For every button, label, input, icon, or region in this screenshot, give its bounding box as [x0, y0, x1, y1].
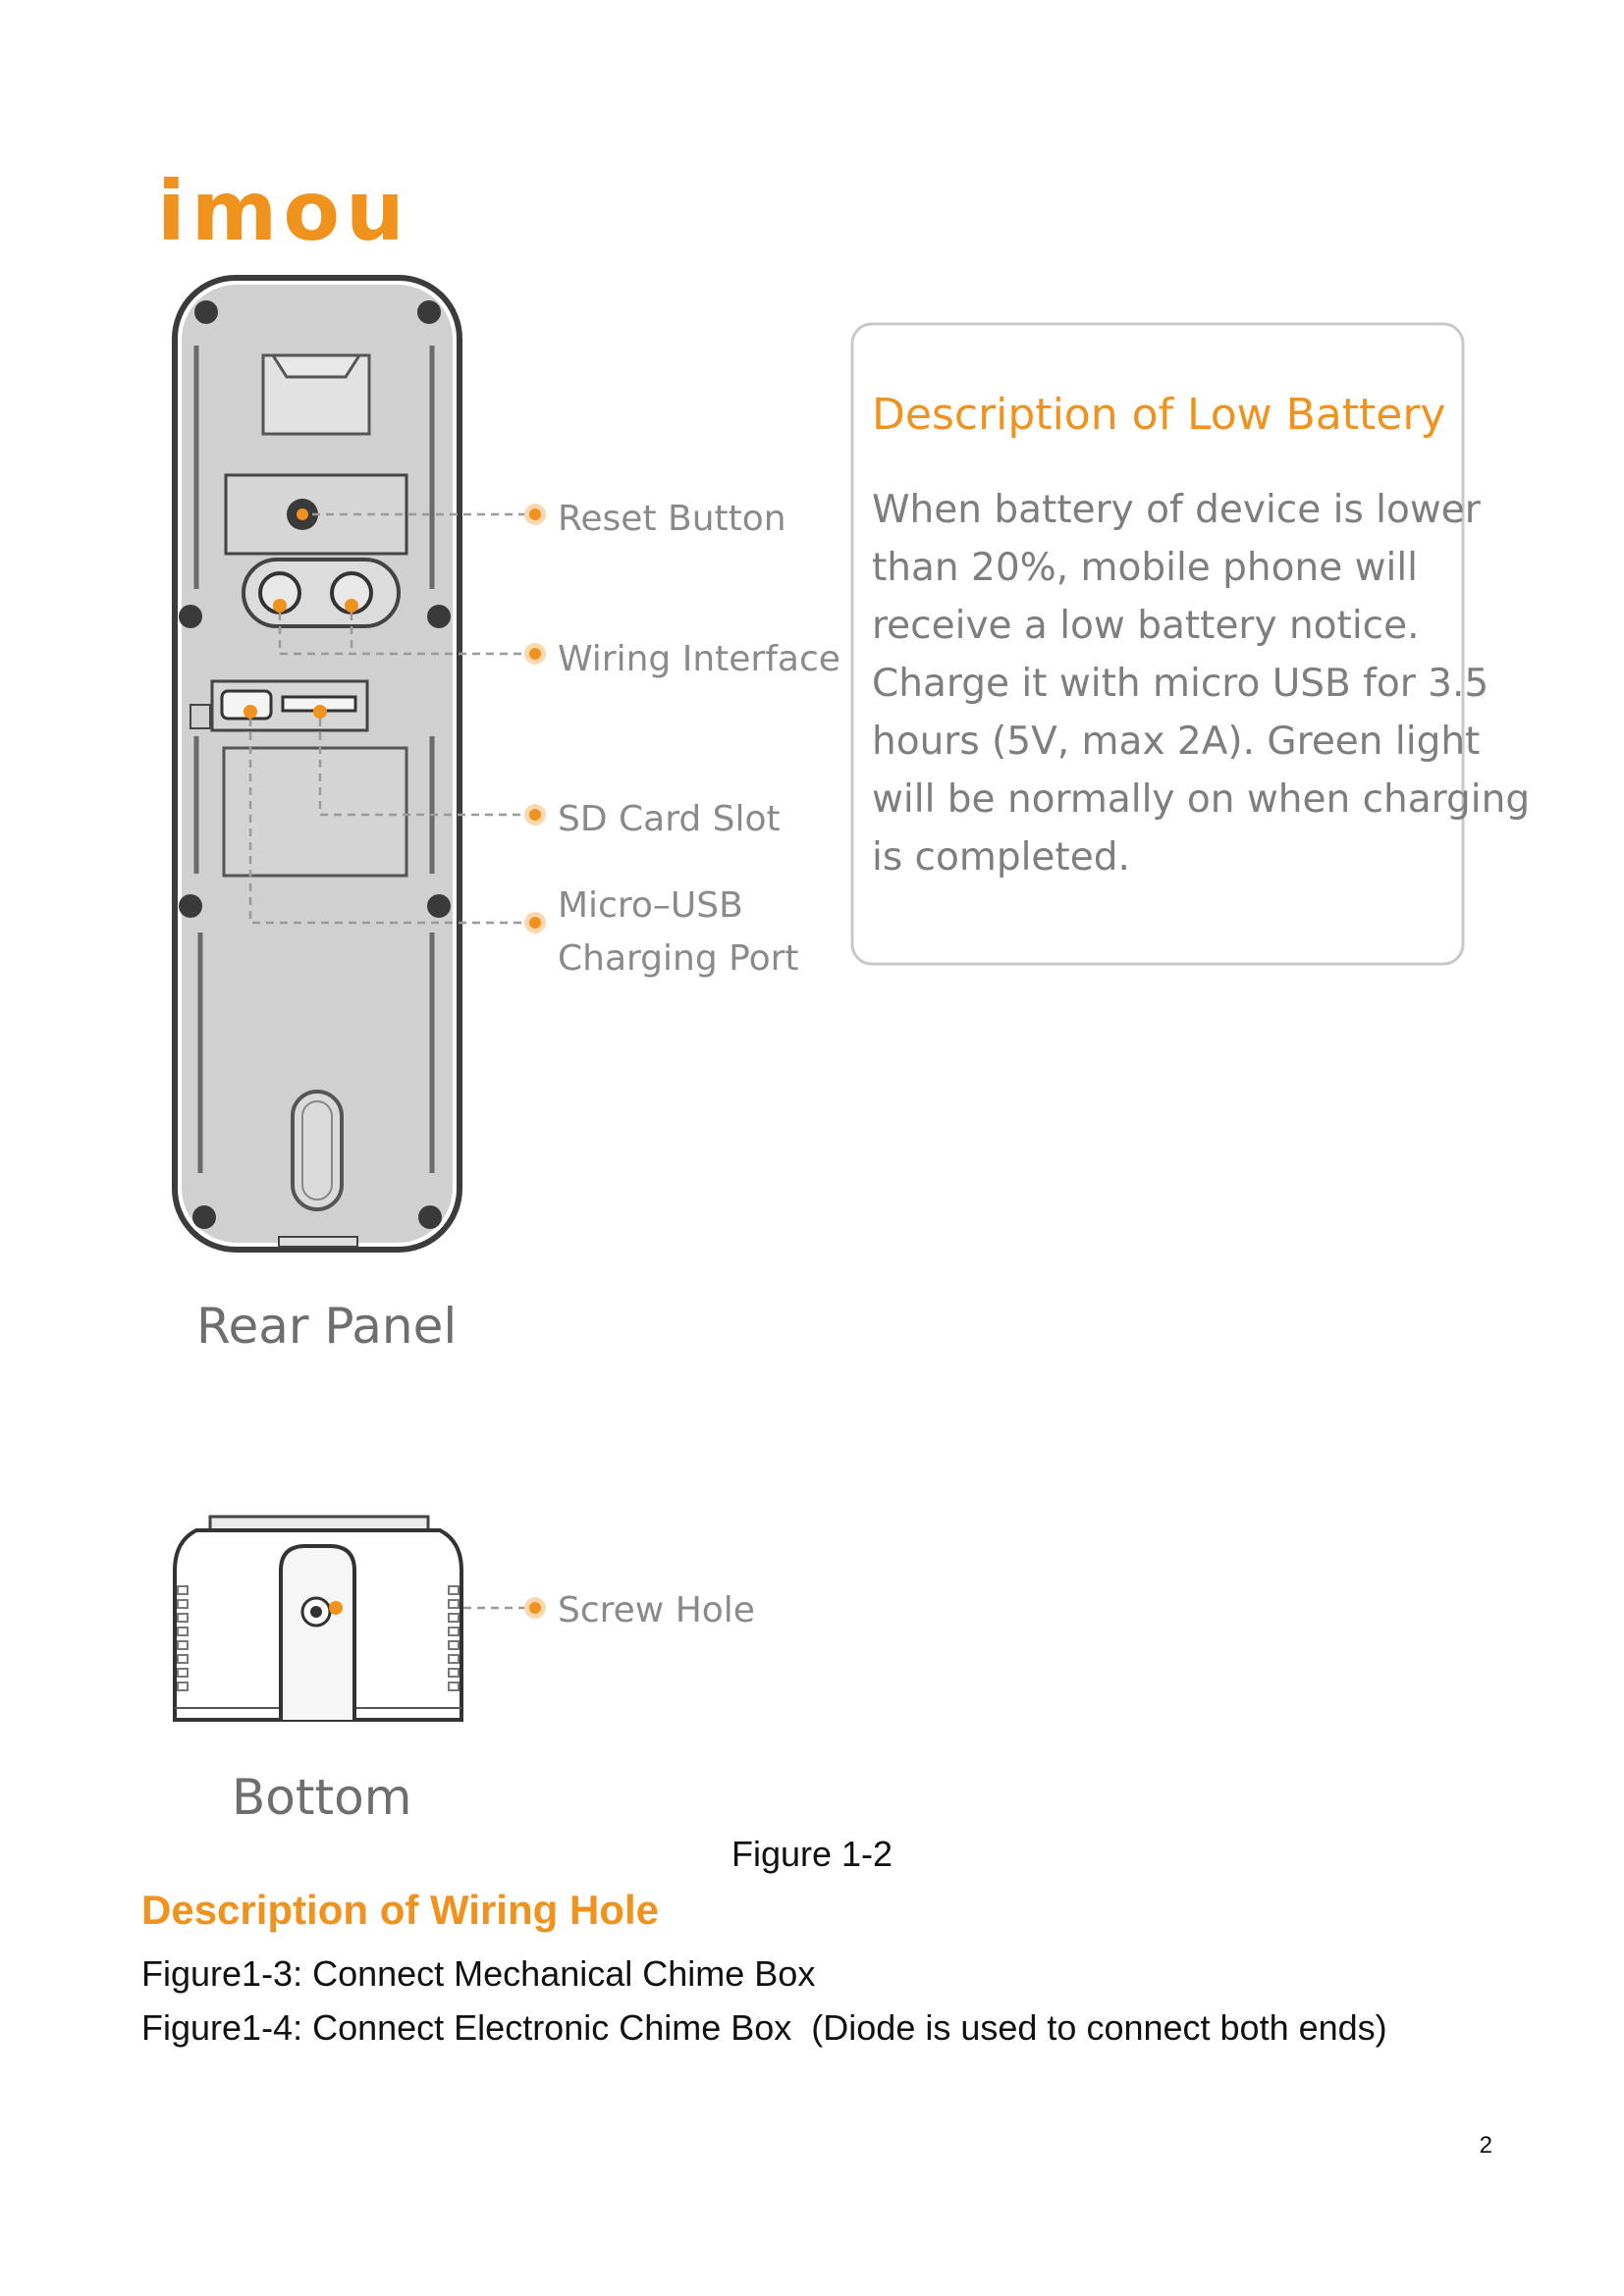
low-battery-box: [852, 324, 1530, 964]
low-battery-line: hours (5V, max 2A). Green light: [872, 720, 1481, 764]
section-heading: Description of Wiring Hole: [141, 1887, 659, 1933]
page-number: 2: [1479, 2132, 1492, 2159]
micro-usb-label-line2: Charging Port: [558, 938, 799, 979]
reset-button-label: Reset Button: [558, 499, 786, 539]
wiring-interface-label: Wiring Interface: [558, 639, 840, 679]
bottom-title: Bottom: [232, 1769, 412, 1826]
imou-logo: imou: [157, 163, 410, 259]
low-battery-title: Description of Low Battery: [872, 390, 1446, 440]
screw-icon: [427, 605, 451, 628]
body-line: Figure1-3: Connect Mechanical Chime Box: [141, 1953, 816, 1994]
figure-caption: Figure 1-2: [731, 1834, 893, 1874]
sd-card-slot-label: SD Card Slot: [558, 799, 781, 839]
screw-icon: [179, 605, 202, 628]
screw-hole-label: Screw Hole: [558, 1590, 755, 1630]
bottom-view-device: [175, 1517, 461, 1720]
low-battery-line: Charge it with micro USB for 3.5: [872, 662, 1489, 706]
rear-panel-title: Rear Panel: [196, 1298, 458, 1355]
low-battery-line: is completed.: [872, 835, 1130, 880]
label-markers: [524, 504, 546, 1619]
low-battery-line: than 20%, mobile phone will: [872, 546, 1419, 590]
screw-icon: [179, 894, 202, 918]
low-battery-line: receive a low battery notice.: [872, 604, 1420, 648]
body-line: Figure1-4: Connect Electronic Chime Box (Diode is used to connect both ends): [141, 2007, 1387, 2048]
screw-icon: [192, 1205, 216, 1229]
screw-icon: [194, 300, 218, 324]
screw-icon: [417, 300, 441, 324]
rear-panel-device: [175, 278, 460, 1250]
screw-icon: [427, 894, 451, 918]
low-battery-line: will be normally on when charging: [872, 777, 1531, 822]
micro-usb-label-line1: Micro–USB: [558, 885, 743, 926]
screw-icon: [418, 1205, 442, 1229]
low-battery-line: When battery of device is lower: [872, 488, 1481, 532]
